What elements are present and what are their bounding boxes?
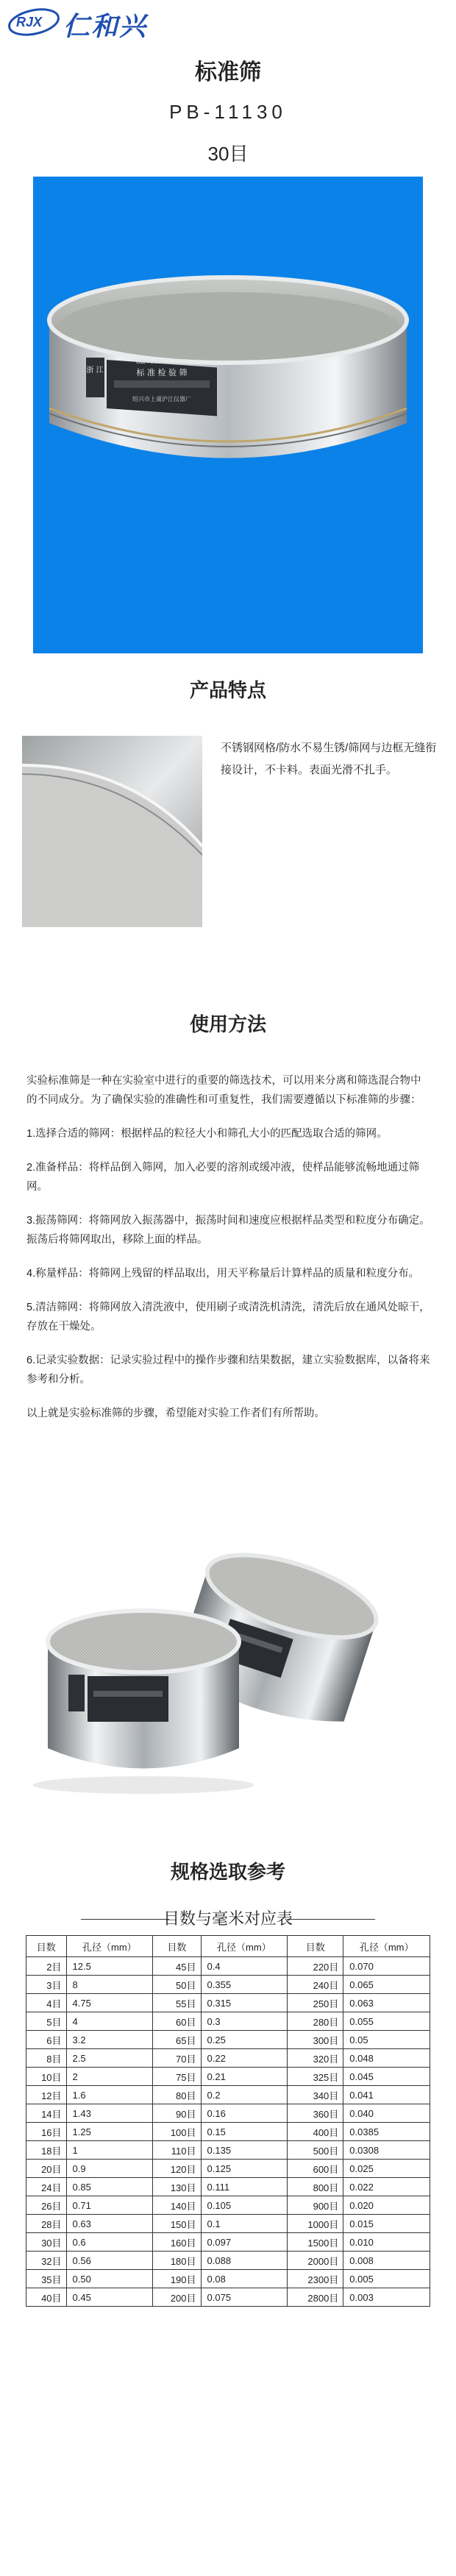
aperture-mm-cell: 0.6 — [66, 2233, 153, 2252]
usage-step-4: 4.称量样品：将筛网上残留的样品取出，用天平称量后计算样品的质量和粒度分布。 — [26, 1268, 420, 1280]
usage-step-5: 5.清洁筛网：将筛网放入清洗液中，使用刷子或清洗机清洗，清洗后放在通风处晾干，存放在干燥处。 — [26, 1302, 430, 1333]
table-row — [26, 2160, 430, 2178]
svg-text:绍兴市上虞沪江仪器厂: 绍兴市上虞沪江仪器厂 — [132, 396, 191, 402]
mesh-count-cell: 26目 — [26, 2196, 67, 2215]
usage-step-6: 6.记录实验数据：记录实验过程中的操作步骤和结果数据，建立实验数据库，以备将来参考和分析。 — [26, 1355, 430, 1385]
aperture-mm-cell: 0.71 — [66, 2196, 153, 2215]
brand-name: 仁和兴 — [63, 11, 148, 41]
aperture-mm-cell: 0.9 — [66, 2160, 153, 2178]
aperture-mm-cell: 0.355 — [201, 1976, 288, 1994]
table-row — [26, 2196, 430, 2215]
aperture-mm-cell: 1 — [66, 2141, 153, 2160]
mesh-count-cell: 360目 — [288, 2104, 343, 2123]
mesh-count-cell: 70目 — [153, 2049, 201, 2068]
product-title-block — [0, 55, 456, 174]
aperture-mm-cell: 0.25 — [201, 2031, 288, 2049]
mesh-count-cell: 32目 — [26, 2252, 67, 2270]
spec-table-title-row — [0, 1904, 456, 1934]
table-row — [26, 2141, 430, 2160]
table-row — [26, 2270, 430, 2288]
table-row — [26, 2104, 430, 2123]
aperture-mm-cell: 0.015 — [343, 2215, 430, 2233]
mesh-count-cell: 90目 — [153, 2104, 201, 2123]
two-sieves-illustration — [33, 1505, 423, 1882]
table-row — [26, 1957, 430, 1976]
sieve-illustration — [33, 177, 423, 653]
aperture-mm-cell: 0.135 — [201, 2141, 288, 2160]
mesh-count-cell: 18目 — [26, 2141, 67, 2160]
mesh-count-cell: 250目 — [288, 1994, 343, 2012]
mesh-count-cell: 2300目 — [288, 2270, 343, 2288]
aperture-mm-cell: 0.315 — [201, 1994, 288, 2012]
mesh-closeup-illustration — [22, 736, 202, 927]
table-row — [26, 2123, 430, 2141]
mesh-count-cell: 100目 — [153, 2123, 201, 2141]
aperture-mm-cell: 0.097 — [201, 2233, 288, 2252]
aperture-mm-cell: 2.5 — [66, 2049, 153, 2068]
mesh-size-table — [26, 1935, 430, 2307]
mesh-count-cell: 500目 — [288, 2141, 343, 2160]
spec-heading: 规格选取参考 — [170, 1861, 285, 1883]
mesh-count-cell: 30目 — [26, 2233, 67, 2252]
mesh-count-cell: 320目 — [288, 2049, 343, 2068]
mesh-count-cell: 2800目 — [288, 2288, 343, 2307]
spec-table-title: 目数与毫米对应表 — [163, 1909, 293, 1928]
table-row — [26, 1994, 430, 2012]
mesh-count-cell: 180目 — [153, 2252, 201, 2270]
svg-text:标 准 检 验 筛: 标 准 检 验 筛 — [136, 368, 188, 377]
mesh-count-cell: 55目 — [153, 1994, 201, 2012]
aperture-mm-cell: 0.2 — [201, 2086, 288, 2104]
aperture-mm-cell: 0.56 — [66, 2252, 153, 2270]
mesh-count-cell: 150目 — [153, 2215, 201, 2233]
mesh-count-cell: 28目 — [26, 2215, 67, 2233]
features-description: 不锈钢网格/防水不易生锈/筛网与边框无缝衔接设计，不卡料。表面光滑不扎手。 — [221, 742, 437, 776]
mesh-count-cell: 8目 — [26, 2049, 67, 2068]
aperture-mm-cell: 0.16 — [201, 2104, 288, 2123]
usage-intro: 实验标准筛是一种在实验室中进行的重要的筛选技术，可以用来分离和筛选混合物中的不同成分。为了确保实验的准确性和可重复性，我们需要遵循以下标准筛的步骤： — [26, 1075, 421, 1106]
aperture-mm-cell: 0.041 — [343, 2086, 430, 2104]
mesh-count-cell: 280目 — [288, 2012, 343, 2031]
svg-text:GB/T6003.1-2012: GB/T6003.1-2012 — [135, 358, 188, 365]
mesh-count-cell: 45目 — [153, 1957, 201, 1976]
aperture-mm-cell: 0.003 — [343, 2288, 430, 2307]
mesh-count-cell: 160目 — [153, 2233, 201, 2252]
table-header-row — [26, 1936, 430, 1957]
aperture-mm-cell: 0.0385 — [343, 2123, 430, 2141]
aperture-mm-cell: 0.075 — [201, 2288, 288, 2307]
mesh-count-cell: 35目 — [26, 2270, 67, 2288]
aperture-mm-cell: 0.1 — [201, 2215, 288, 2233]
usage-step-3: 3.振荡筛网：将筛网放入振荡器中，振荡时间和速度应根据样品类型和粒度分布确定。振荡后将筛网取出，移除上面的样品。 — [26, 1215, 430, 1246]
mesh-count-cell: 1500目 — [288, 2233, 343, 2252]
aperture-mm-cell: 0.3 — [201, 2012, 288, 2031]
mesh-count-cell: 24目 — [26, 2178, 67, 2196]
product-name: 标准筛 — [195, 60, 261, 85]
mesh-closeup-photo — [22, 736, 202, 927]
table-row — [26, 2252, 430, 2270]
col-header: 目数 — [288, 1936, 343, 1957]
mesh-count-cell: 400目 — [288, 2123, 343, 2141]
mesh-count-cell: 80目 — [153, 2086, 201, 2104]
table-row — [26, 2086, 430, 2104]
aperture-mm-cell: 0.45 — [66, 2288, 153, 2307]
col-header: 目数 — [153, 1936, 201, 1957]
table-row — [26, 2012, 430, 2031]
table-row — [26, 2049, 430, 2068]
mesh-count-cell: 340目 — [288, 2086, 343, 2104]
aperture-mm-cell: 0.50 — [66, 2270, 153, 2288]
aperture-mm-cell: 0.063 — [343, 1994, 430, 2012]
aperture-mm-cell: 0.048 — [343, 2049, 430, 2068]
aperture-mm-cell: 0.85 — [66, 2178, 153, 2196]
aperture-mm-cell: 0.022 — [343, 2178, 430, 2196]
mesh-count-cell: 140目 — [153, 2196, 201, 2215]
aperture-mm-cell: 2 — [66, 2068, 153, 2086]
mesh-count-cell: 4目 — [26, 1994, 67, 2012]
mesh-count-cell: 3目 — [26, 1976, 67, 1994]
usage-step-2: 2.准备样品：将样品倒入筛网，加入必要的溶剂或缓冲液，使样品能够流畅地通过筛网。 — [26, 1162, 420, 1193]
product-mesh: 30目 — [207, 143, 249, 165]
product-photo-pair — [33, 1505, 423, 1882]
brand-mark-icon — [6, 4, 62, 38]
mesh-count-cell: 16目 — [26, 2123, 67, 2141]
mesh-count-cell: 220目 — [288, 1957, 343, 1976]
mesh-count-cell: 2目 — [26, 1957, 67, 1976]
mesh-count-cell: 2000目 — [288, 2252, 343, 2270]
product-model: PB-11130 — [169, 101, 287, 123]
aperture-mm-cell: 1.25 — [66, 2123, 153, 2141]
aperture-mm-cell: 0.020 — [343, 2196, 430, 2215]
mesh-count-cell: 65目 — [153, 2031, 201, 2049]
mesh-count-cell: 10目 — [26, 2068, 67, 2086]
aperture-mm-cell: 0.08 — [201, 2270, 288, 2288]
aperture-mm-cell: 12.5 — [66, 1957, 153, 1976]
mesh-count-cell: 130目 — [153, 2178, 201, 2196]
usage-conclusion: 以上就是实验标准筛的步骤，希望能对实验工作者们有所帮助。 — [26, 1408, 325, 1419]
table-row — [26, 2068, 430, 2086]
aperture-mm-cell: 1.6 — [66, 2086, 153, 2104]
mesh-count-cell: 325目 — [288, 2068, 343, 2086]
aperture-mm-cell: 3.2 — [66, 2031, 153, 2049]
product-photo-main — [33, 177, 423, 653]
col-header: 孔径（mm） — [343, 1936, 430, 1957]
aperture-mm-cell: 0.21 — [201, 2068, 288, 2086]
aperture-mm-cell: 0.111 — [201, 2178, 288, 2196]
mesh-count-cell: 300目 — [288, 2031, 343, 2049]
mesh-count-cell: 12目 — [26, 2086, 67, 2104]
aperture-mm-cell: 0.15 — [201, 2123, 288, 2141]
mesh-count-cell: 1000目 — [288, 2215, 343, 2233]
aperture-mm-cell: 0.0308 — [343, 2141, 430, 2160]
table-row — [26, 2178, 430, 2196]
aperture-mm-cell: 0.05 — [343, 2031, 430, 2049]
aperture-mm-cell: 0.055 — [343, 2012, 430, 2031]
aperture-mm-cell: 0.070 — [343, 1957, 430, 1976]
aperture-mm-cell: 0.63 — [66, 2215, 153, 2233]
table-row — [26, 2215, 430, 2233]
mesh-count-cell: 120目 — [153, 2160, 201, 2178]
mesh-count-cell: 200目 — [153, 2288, 201, 2307]
features-heading: 产品特点 — [189, 679, 266, 701]
aperture-mm-cell: 0.22 — [201, 2049, 288, 2068]
mesh-count-cell: 240目 — [288, 1976, 343, 1994]
mesh-count-cell: 5目 — [26, 2012, 67, 2031]
mesh-count-cell: 190目 — [153, 2270, 201, 2288]
usage-step-1: 1.选择合适的筛网：根据样品的粒径大小和筛孔大小的匹配选取合适的筛网。 — [26, 1128, 388, 1140]
usage-steps — [26, 1071, 431, 1438]
aperture-mm-cell: 0.105 — [201, 2196, 288, 2215]
mesh-count-cell: 900目 — [288, 2196, 343, 2215]
col-header: 孔径（mm） — [201, 1936, 288, 1957]
aperture-mm-cell: 0.008 — [343, 2252, 430, 2270]
aperture-mm-cell: 0.010 — [343, 2233, 430, 2252]
mesh-count-cell: 800目 — [288, 2178, 343, 2196]
table-row — [26, 1976, 430, 1994]
aperture-mm-cell: 0.005 — [343, 2270, 430, 2288]
brand-logo — [6, 4, 197, 41]
table-row — [26, 2031, 430, 2049]
mesh-count-cell: 75目 — [153, 2068, 201, 2086]
mesh-count-cell: 50目 — [153, 1976, 201, 1994]
aperture-mm-cell: 1.43 — [66, 2104, 153, 2123]
aperture-mm-cell: 4 — [66, 2012, 153, 2031]
mesh-count-cell: 60目 — [153, 2012, 201, 2031]
mesh-count-cell: 600目 — [288, 2160, 343, 2178]
mesh-count-cell: 110目 — [153, 2141, 201, 2160]
aperture-mm-cell: 4.75 — [66, 1994, 153, 2012]
aperture-mm-cell: 0.045 — [343, 2068, 430, 2086]
svg-text:RJX: RJX — [16, 15, 43, 29]
aperture-mm-cell: 0.025 — [343, 2160, 430, 2178]
aperture-mm-cell: 0.065 — [343, 1976, 430, 1994]
svg-text:浙 江: 浙 江 — [86, 366, 104, 375]
table-row — [26, 2233, 430, 2252]
mesh-count-cell: 20目 — [26, 2160, 67, 2178]
aperture-mm-cell: 0.4 — [201, 1957, 288, 1976]
aperture-mm-cell: 0.088 — [201, 2252, 288, 2270]
mesh-count-cell: 40目 — [26, 2288, 67, 2307]
col-header: 孔径（mm） — [66, 1936, 153, 1957]
table-row — [26, 2288, 430, 2307]
usage-heading: 使用方法 — [189, 1013, 266, 1035]
aperture-mm-cell: 0.125 — [201, 2160, 288, 2178]
col-header: 目数 — [26, 1936, 67, 1957]
mesh-count-cell: 14目 — [26, 2104, 67, 2123]
mesh-count-cell: 6目 — [26, 2031, 67, 2049]
aperture-mm-cell: 8 — [66, 1976, 153, 1994]
aperture-mm-cell: 0.040 — [343, 2104, 430, 2123]
